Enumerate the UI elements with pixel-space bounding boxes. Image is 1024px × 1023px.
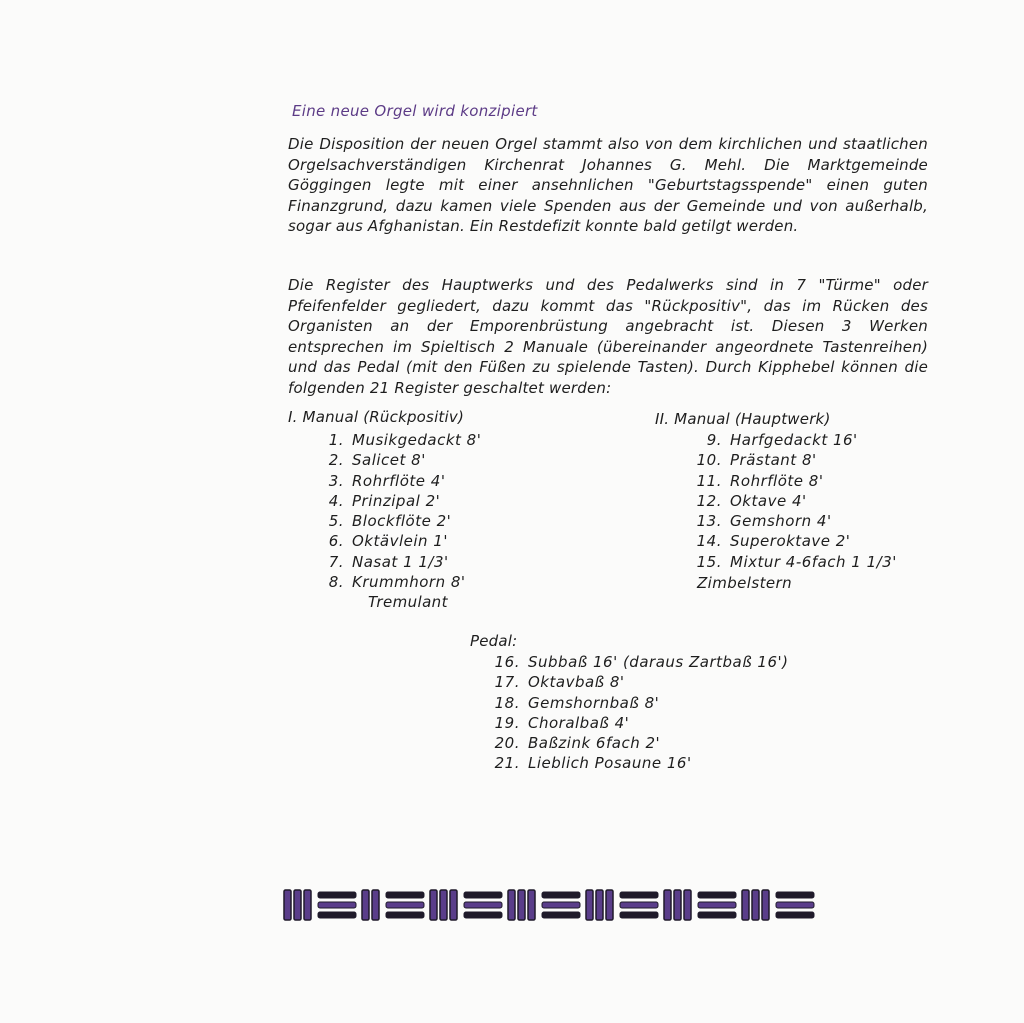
section-heading: Eine neue Orgel wird konzipiert [292,102,538,120]
register-name: Superoktave 2' [730,532,851,551]
register-name: Mixtur 4-6fach 1 1/3' [730,552,897,571]
ornament-line [542,902,580,908]
manual-2-register-item [690,552,897,572]
organ-pipe-ornament-icon [282,886,942,928]
register-number: 2. [328,451,344,470]
ornament-lines-group [464,892,502,918]
ornament-line [698,892,736,898]
pedal-register-item [490,753,788,773]
ornament-line [464,892,502,898]
ornament-bars-group [430,890,457,920]
ornament-pipe-bar [304,890,311,920]
ornament-lines-group [542,892,580,918]
manual-1-register-list [320,430,481,592]
register-number: 13. [696,512,722,531]
pedal-register-list [490,652,788,774]
manual-1-register-item [320,450,481,470]
manual-2-register-item [690,491,897,511]
pedal-register-item [490,693,788,713]
register-number: 4. [328,491,344,510]
register-number: 5. [328,512,344,531]
ornament-pipe-bar [742,890,749,920]
ornament-bars-group [664,890,691,920]
register-number: 10. [696,451,722,470]
register-number: 9. [706,431,722,449]
register-number: 20. [494,734,520,753]
ornament-bars-group [362,890,379,920]
ornament-line [776,912,814,918]
register-number: 19. [494,713,520,732]
ornament-line [620,892,658,898]
register-name: Oktävlein 1' [352,532,448,551]
ornament-pipe-bar [294,890,301,920]
register-number: 1. [328,431,344,449]
register-number: 17. [494,673,520,692]
register-number: 11. [696,471,722,490]
ornament-pipe-bar [684,890,691,920]
ornament-lines-group [620,892,658,918]
ornament-pipe-bar [508,890,515,920]
register-number: 12. [696,491,722,510]
ornament-line [386,912,424,918]
manual-2-register-list [690,430,897,572]
ornament-line [386,892,424,898]
ornament-bars-group [742,890,769,920]
register-name: Lieblich Posaune 16' [528,754,692,773]
register-number: 15. [696,552,722,571]
manual-1-register-item [320,471,481,491]
manual-2-register-item [690,430,897,450]
ornament-pipe-bar [450,890,457,920]
register-name: Oktave 4' [730,491,807,510]
register-name: Musikgedackt 8' [352,431,482,449]
ornament-line [620,902,658,908]
manual-1-register-item [320,531,481,551]
ornament-line [318,892,356,898]
manual-2-extra: Zimbelstern [697,574,792,592]
ornament-line [776,892,814,898]
ornament-lines-group [318,892,356,918]
ornament-pipe-bar [586,890,593,920]
register-name: Subbaß 16' (daraus Zartbaß 16') [528,653,789,671]
register-number: 16. [494,653,520,671]
manual-2-title: II. Manual (Hauptwerk) [655,410,831,428]
ornament-line [464,912,502,918]
register-name: Oktavbaß 8' [528,673,625,692]
ornament-line [464,902,502,908]
paragraph-disposition: Die Disposition der neuen Orgel stammt also von dem kirchlichen und staatlichen Orgelsachverständigen Kirchenrat Johannes G. Mehl. Die Marktgemeinde Göggingen legte mit einer ansehnlichen "Geburtstagsspende" einen guten Finanzgrund, dazu kamen viele Spenden aus der Gemeinde und von außerhalb, sogar aus Afghanistan. Ein Restdefizit konnte bald getilgt werden. [288,135,928,235]
register-name: Choralbaß 4' [528,713,630,732]
register-name: Prinzipal 2' [352,491,441,510]
pedal-register-item [490,652,788,672]
ornament-line [386,902,424,908]
register-name: Salicet 8' [352,451,426,470]
register-number: 8. [328,573,344,592]
ornament-pipe-bar [752,890,759,920]
ornament-bars-group [284,890,311,920]
manual-1-register-item [320,552,481,572]
register-name: Blockflöte 2' [352,512,452,531]
ornament-line [318,912,356,918]
ornament-pipe-bar [430,890,437,920]
ornament-lines-group [698,892,736,918]
ornament-bars-group [508,890,535,920]
ornament-pipe-bar [606,890,613,920]
ornament-pipe-bar [362,890,369,920]
ornament-line [776,902,814,908]
register-name: Nasat 1 1/3' [352,552,449,571]
register-name: Prästant 8' [730,451,817,470]
ornament-pipe-bar [664,890,671,920]
register-number: 3. [328,471,344,490]
ornament-lines-group [776,892,814,918]
manual-1-register-item [320,572,481,592]
ornament-pipe-bar [284,890,291,920]
register-number: 18. [494,693,520,712]
pedal-register-item [490,672,788,692]
manual-2-register-item [690,471,897,491]
manual-2-register-item [690,531,897,551]
register-name: Rohrflöte 8' [730,471,824,490]
ornament-pipe-bar [440,890,447,920]
manual-1-register-item [320,430,481,450]
pedal-register-item [490,733,788,753]
ornament-line [542,912,580,918]
ornament-line [620,912,658,918]
paragraph-registers: Die Register des Hauptwerks und des Pedalwerks sind in 7 "Türme" oder Pfeifenfelder gegliedert, dazu kommt das "Rückpositiv", das im Rücken des Organisten an der Emporenbrüstung angebracht ist. Diesen 3 Werken entsprechen im Spieltisch 2 Manuale (übereinander angeordnete Tastenreihen) und das Pedal (mit den Füßen zu spielende Tasten). Durch Kipphebel können die folgenden 21 Register geschaltet werden: [288,276,928,397]
manual-1-extra: Tremulant [368,593,448,611]
ornament-pipe-bar [596,890,603,920]
ornament-pipe-bar [528,890,535,920]
register-number: 21. [494,754,520,773]
ornament-pipe-bar [762,890,769,920]
ornament-line [318,902,356,908]
manual-2-register-item [690,511,897,531]
ornament-line [698,902,736,908]
pedal-title: Pedal: [470,632,518,650]
ornament-pipe-bar [518,890,525,920]
manual-1-register-item [320,491,481,511]
register-name: Rohrflöte 4' [352,471,446,490]
ornament-line [698,912,736,918]
register-name: Gemshorn 4' [730,512,832,531]
register-number: 6. [328,532,344,551]
ornament-pipe-bar [372,890,379,920]
manual-1-title: I. Manual (Rückpositiv) [288,408,465,426]
register-name: Harfgedackt 16' [730,431,858,449]
ornament-pipe-bar [674,890,681,920]
register-name: Baßzink 6fach 2' [528,734,661,753]
manual-1-register-item [320,511,481,531]
register-name: Krummhorn 8' [352,573,466,592]
ornament-lines-group [386,892,424,918]
register-number: 7. [328,552,344,571]
ornament-bars-group [586,890,613,920]
manual-2-register-item [690,450,897,470]
register-number: 14. [696,532,722,551]
register-name: Gemshornbaß 8' [528,693,660,712]
ornament-line [542,892,580,898]
pedal-register-item [490,713,788,733]
